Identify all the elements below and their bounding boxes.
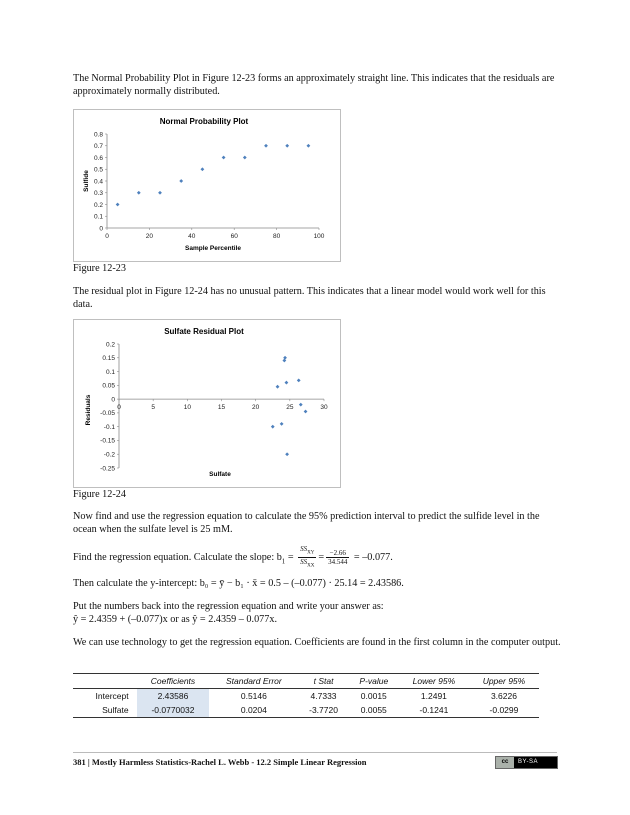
- table-cell: 0.0015: [360, 691, 387, 701]
- y-tick-label: -0.05: [100, 410, 115, 418]
- y-tick-label: 0.1: [93, 213, 103, 221]
- y-tick-label: 0: [99, 225, 103, 233]
- table-cell: 2.43586: [137, 689, 210, 704]
- paragraph-residual-plot: The residual plot in Figure 12-24 has no unusual pattern. This indicates that a linear model would work well for this data.: [73, 286, 546, 310]
- y-tick-label: 0.8: [93, 131, 103, 139]
- x-tick-label: 25: [286, 404, 294, 412]
- table-cell: 4.7333: [310, 691, 337, 701]
- data-point: [304, 410, 308, 414]
- data-point: [283, 356, 287, 360]
- table-cell: -0.1241: [399, 703, 469, 718]
- data-point: [285, 144, 289, 148]
- table-cell: 1.2491: [420, 691, 447, 701]
- y-tick-label: 0.2: [105, 341, 115, 349]
- cc-license-badge: [495, 756, 558, 769]
- data-point: [137, 191, 141, 195]
- slope-subscript: 1: [281, 557, 286, 566]
- x-tick-label: 20: [145, 233, 154, 240]
- data-point: [116, 203, 120, 207]
- ss-fraction: [298, 545, 316, 571]
- numeric-fraction: [326, 549, 349, 566]
- data-point: [299, 403, 303, 407]
- table-cell: 0.0055: [349, 703, 399, 718]
- data-point: [201, 167, 205, 171]
- y-tick-label: 0.4: [93, 178, 103, 186]
- paragraph-prediction-interval: Now find and use the regression equation to calculate the 95% prediction interval to predict the sulfide level in the ocean when the sulfate level is 25 mM.: [73, 511, 540, 535]
- data-point: [179, 179, 183, 183]
- slope-result: = –0.077.: [351, 552, 393, 564]
- table-cell: -0.0299: [469, 703, 539, 718]
- sulfate-residual-chart: [73, 319, 341, 488]
- table-cell: 0.0204: [209, 703, 298, 718]
- y-tick-label: 0.6: [93, 154, 103, 162]
- y-tick-label: 0.3: [93, 190, 103, 198]
- x-tick-label: 20: [252, 404, 260, 412]
- y-tick-label: 0.7: [93, 143, 103, 151]
- table-header: [73, 674, 137, 689]
- data-point: [285, 381, 289, 385]
- table-header: t Stat: [298, 674, 348, 689]
- data-point: [297, 378, 301, 382]
- slope-lead: Find the regression equation. Calculate the slope: b: [73, 552, 282, 564]
- sulfate-residual-svg: [74, 320, 340, 487]
- cc-icon: cc: [496, 757, 514, 768]
- data-point: [243, 156, 247, 160]
- paragraph-slope: Find the regression equation. Calculate the slope: $b_1$ = $\frac{SS_{XY}}{SS_{XX}}$ = $\frac{-2.66}{34.544}$ = –0.077.: [73, 545, 393, 569]
- chart-title: Sulfate Residual Plot: [164, 327, 244, 336]
- y-tick-label: 0.2: [93, 201, 103, 209]
- table-header: Coefficients: [137, 674, 210, 689]
- data-point: [271, 425, 275, 429]
- table-row: [73, 689, 539, 704]
- x-tick-label: 5: [151, 404, 155, 412]
- normal-probability-chart: [73, 109, 341, 262]
- x-tick-label: 100: [313, 233, 325, 240]
- y-tick-label: 0.05: [102, 382, 115, 390]
- y-tick-label: -0.25: [100, 465, 115, 473]
- x-tick-label: 0: [117, 404, 121, 412]
- page-footer: 381 | Mostly Harmless Statistics-Rachel L. Webb - 12.2 Simple Linear Regression: [73, 757, 367, 767]
- paragraph-normal-probability: The Normal Probability Plot in Figure 12-23 forms an approximately straight line. This indicates that the residuals are approximately normally distributed.: [73, 73, 555, 97]
- data-point: [264, 144, 268, 148]
- data-point: [307, 144, 311, 148]
- y-tick-label: 0: [111, 396, 115, 404]
- table-cell: Intercept: [95, 691, 129, 701]
- table-header: Upper 95%: [469, 674, 539, 689]
- slope-equals: =: [285, 552, 297, 564]
- data-point: [222, 156, 226, 160]
- paragraph-intercept: Then calculate the y-intercept: b₀ = ȳ − b₁ · x̄ = 0.5 – (–0.077) · 25.14 = 2.43586.: [73, 578, 404, 589]
- paragraph-technology: We can use technology to get the regression equation. Coefficients are found in the first column in the computer output.: [73, 637, 561, 648]
- x-tick-label: 60: [230, 233, 238, 240]
- y-tick-label: -0.2: [103, 451, 115, 459]
- y-axis-label: Residuals: [85, 394, 92, 426]
- x-tick-label: 15: [217, 404, 226, 412]
- y-axis-label: Sulfide: [83, 170, 90, 192]
- ss-xy-sub: XY: [307, 550, 315, 556]
- ss-xy-label: SS: [300, 545, 308, 553]
- y-tick-label: -0.15: [100, 437, 115, 445]
- table-header-row: [73, 674, 539, 689]
- fraction-denominator: 34.544: [328, 558, 348, 567]
- paragraph-regression-equation: [73, 601, 563, 626]
- x-tick-label: 30: [320, 404, 328, 412]
- figure-caption-12-24: Figure 12-24: [73, 489, 126, 500]
- x-axis-label: Sulfate: [209, 471, 231, 478]
- table-header: P-value: [349, 674, 399, 689]
- regression-equation: ŷ = 2.4359 + (–0.077)x or as ŷ = 2.4359 – 0.077x.: [73, 613, 277, 625]
- table-cell: 3.6226: [490, 691, 517, 701]
- table-header: Standard Error: [209, 674, 298, 689]
- y-tick-label: 0.5: [93, 166, 103, 174]
- regression-instruction: Put the numbers back into the regression equation and write your answer as:: [73, 601, 384, 612]
- figure-caption-12-23: Figure 12-23: [73, 263, 126, 274]
- y-tick-label: -0.1: [103, 423, 115, 431]
- chart-title: Normal Probability Plot: [159, 117, 249, 126]
- ss-xx-sub: XX: [307, 563, 315, 569]
- ss-xx-label: SS: [300, 558, 308, 567]
- table-cell: Sulfate: [73, 703, 137, 718]
- y-tick-label: 0.15: [102, 355, 115, 363]
- fraction-numerator: −2.66: [326, 549, 349, 558]
- license-label: BY-SA: [518, 759, 538, 765]
- x-tick-label: 80: [272, 233, 281, 240]
- table-cell: 0.5146: [240, 691, 267, 701]
- data-point: [280, 422, 284, 426]
- table-cell: -0.0770032: [137, 703, 210, 718]
- regression-output-table: [73, 673, 539, 718]
- footer-divider: [73, 752, 557, 753]
- data-point: [276, 385, 280, 389]
- x-tick-label: 10: [183, 404, 191, 412]
- normal-probability-svg: [74, 110, 340, 261]
- x-axis-label: Sample Percentile: [185, 245, 241, 252]
- data-point: [285, 452, 289, 456]
- x-tick-label: 40: [188, 233, 196, 240]
- x-tick-label: 0: [105, 233, 109, 240]
- data-point: [158, 191, 162, 195]
- y-tick-label: 0.1: [105, 368, 115, 376]
- table-header: Lower 95%: [399, 674, 469, 689]
- table-row: [73, 703, 539, 718]
- table-cell: -3.7720: [298, 703, 348, 718]
- data-point: [282, 359, 286, 363]
